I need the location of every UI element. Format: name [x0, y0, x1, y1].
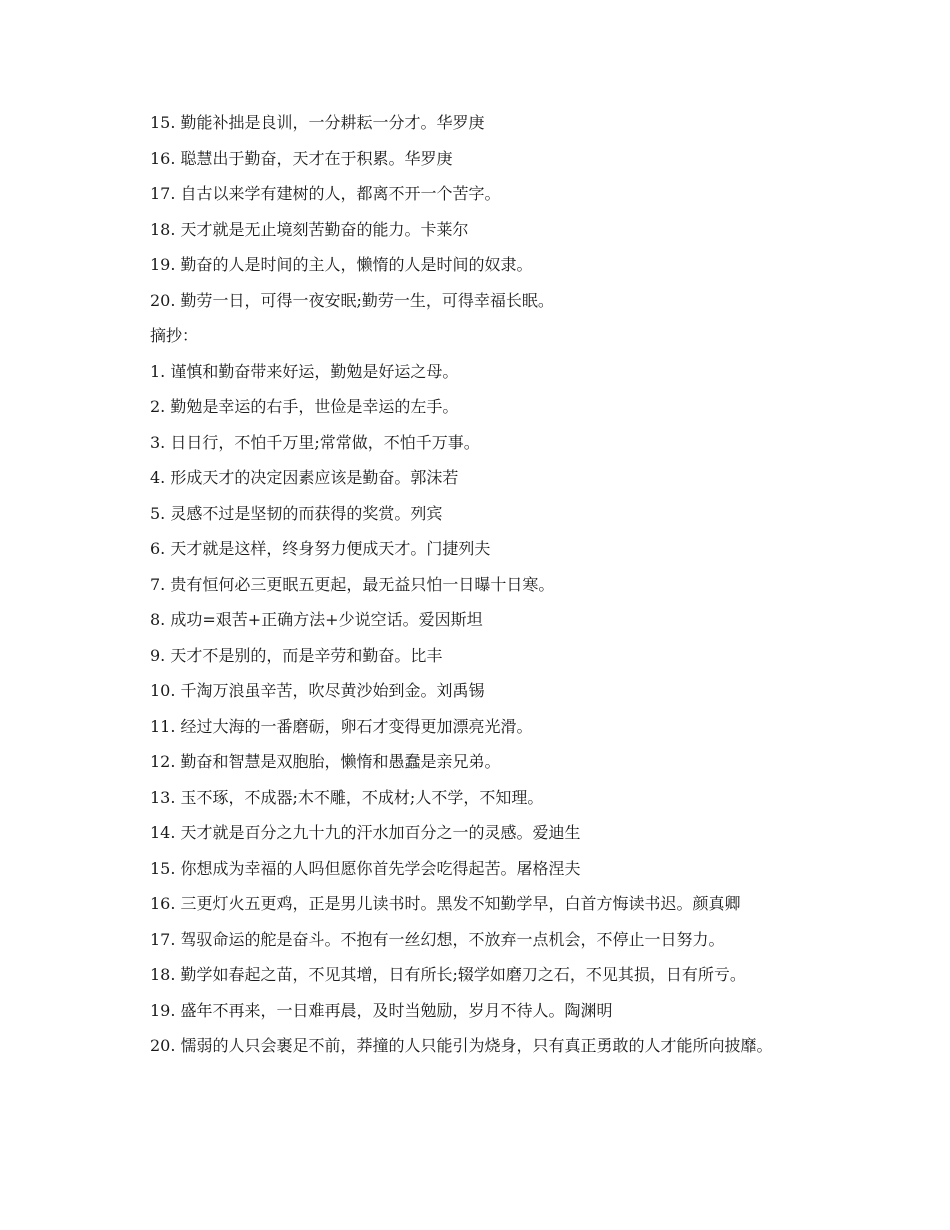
excerpt-line: 6. 天才就是这样，终身努力便成天才。门捷列夫: [150, 539, 491, 558]
excerpt-line: 18. 勤学如春起之苗，不见其增，日有所长;辍学如磨刀之石，不见其损，日有所亏。: [150, 965, 746, 984]
document-body: [113, 110, 833, 1069]
excerpt-line: 10. 千淘万浪虽辛苦，吹尽黄沙始到金。刘禹锡: [150, 681, 485, 700]
excerpt-line: 3. 日日行，不怕千万里;常常做，不怕千万事。: [150, 432, 480, 452]
excerpt-line: 9. 天才不是别的，而是辛劳和勤奋。比丰: [150, 645, 443, 665]
quote-line: 15. 勤能补拙是良训，一分耕耘一分才。华罗庚: [150, 113, 485, 132]
excerpt-heading: 摘抄：: [150, 326, 199, 345]
excerpt-line: 19. 盛年不再来，一日难再晨，及时当勉励，岁月不待人。陶渊明: [150, 1000, 613, 1020]
excerpt-line: 2. 勤勉是幸运的右手，世俭是幸运的左手。: [150, 397, 459, 416]
excerpt-line: 16. 三更灯火五更鸡，正是男儿读书时。黑发不知勤学早，白首方悔读书迟。颜真卿: [150, 894, 741, 913]
excerpt-line: 12. 勤奋和智慧是双胞胎，懒惰和愚蠢是亲兄弟。: [150, 752, 501, 771]
excerpt-line-last: 20. 懦弱的人只会裹足不前，莽撞的人只能引为烧身，只有真正勇敢的人才能所向披靡。: [150, 1036, 773, 1055]
excerpt-line: 4. 形成天才的决定因素应该是勤奋。郭沫若: [150, 468, 459, 487]
excerpt-line: 7. 贵有恒何必三更眠五更起，最无益只怕一日曝十日寒。: [150, 574, 555, 594]
excerpt-line: 15. 你想成为幸福的人吗但愿你首先学会吃得起苦。屠格涅夫: [150, 858, 581, 878]
quote-line: 19. 勤奋的人是时间的主人，懒惰的人是时间的奴隶。: [150, 255, 533, 274]
excerpt-line: 13. 玉不琢，不成器;木不雕，不成材;人不学，不知理。: [150, 787, 544, 807]
excerpt-line: 14. 天才就是百分之九十九的汗水加百分之一的灵感。爱迪生: [150, 823, 581, 842]
excerpt-line: 5. 灵感不过是坚韧的而获得的奖赏。列宾: [150, 503, 443, 523]
excerpt-line: 8. 成功=艰苦+正确方法+少说空话。爱因斯坦: [150, 610, 483, 629]
quote-line: 20. 勤劳一日，可得一夜安眠;勤劳一生，可得幸福长眠。: [150, 290, 554, 310]
excerpt-line: 17. 驾驭命运的舵是奋斗。不抱有一丝幻想，不放弃一点机会，不停止一日努力。: [150, 929, 725, 949]
quote-line: 18. 天才就是无止境刻苦勤奋的能力。卡莱尔: [150, 219, 469, 239]
excerpt-line: 11. 经过大海的一番磨砺，卵石才变得更加漂亮光滑。: [150, 716, 533, 736]
excerpt-line: 1. 谨慎和勤奋带来好运，勤勉是好运之母。: [150, 361, 459, 381]
quote-line: 17. 自古以来学有建树的人，都离不开一个苦字。: [150, 184, 501, 203]
quote-line: 16. 聪慧出于勤奋，天才在于积累。华罗庚: [150, 148, 453, 168]
